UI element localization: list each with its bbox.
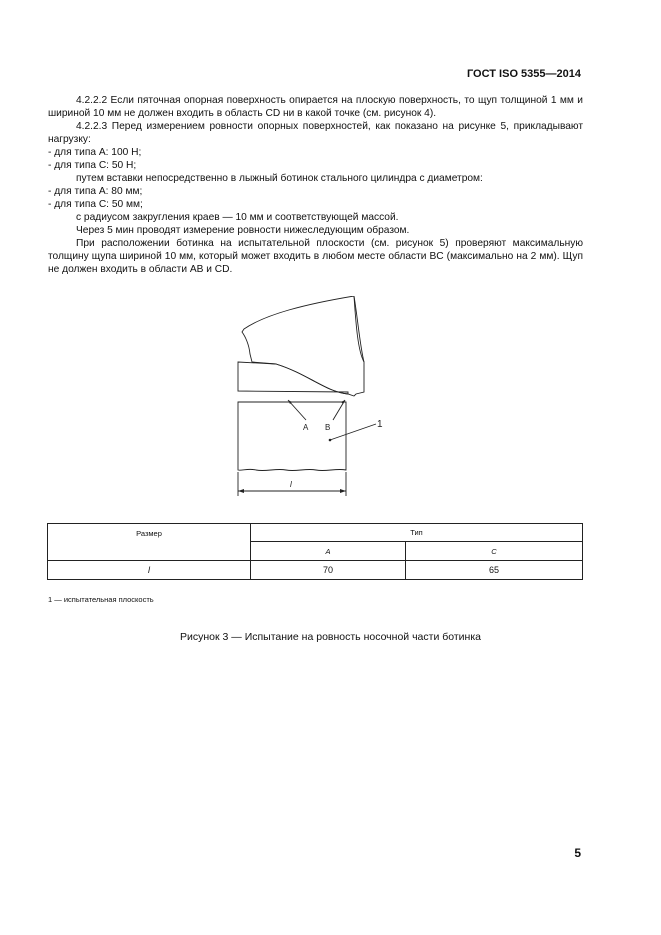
boot-upper-outline xyxy=(242,296,364,396)
list-item: - для типа C: 50 мм; xyxy=(48,199,143,210)
figure-note: 1 — испытательная плоскость xyxy=(48,595,154,604)
list-item: - для типа A: 100 Н; xyxy=(48,147,142,158)
leader-dot xyxy=(329,439,332,442)
paragraph: путем вставки непосредственно в лыжный ботинок стального цилиндра с диаметром: xyxy=(76,173,483,184)
boot-sole-outline xyxy=(238,362,348,394)
paragraph-4-2-2-2: 4.2.2.2 Если пяточная опорная поверхность опирается на плоскую поверхность, то щуп толщиной 1 мм и шириной 10 мм не должен входить в область CD ни в какой точке (см. рисунок 4). xyxy=(48,95,583,119)
table-header-type-a: A xyxy=(251,542,406,561)
boot-test-figure xyxy=(236,296,384,501)
table-cell-value-a: 70 xyxy=(251,561,406,580)
table-header-size: Размер xyxy=(48,524,251,561)
figure-caption: Рисунок 3 — Испытание на ровность носочной части ботинка xyxy=(180,631,481,643)
paragraph: с радиусом закругления краев — 10 мм и соответствующей массой. xyxy=(76,212,399,223)
dimension-arrow-right xyxy=(340,489,346,493)
paragraph: При расположении ботинка на испытательной плоскости (см. рисунок 5) проверяют максимальную толщину щупа шириной 10 мм, который может входить в любом месте области BC (максимально на 2 мм). Щуп не должен входить в области AB и CD. xyxy=(48,238,583,275)
label-1: 1 xyxy=(377,419,383,430)
list-item: - для типа A: 80 мм; xyxy=(48,186,143,197)
table-row xyxy=(48,524,583,542)
test-plane-outline xyxy=(238,402,346,471)
dimension-arrow-left xyxy=(238,489,244,493)
table-cell-value-c: 65 xyxy=(406,561,583,580)
table-row xyxy=(48,561,583,580)
label-b: B xyxy=(325,423,331,432)
figure-table xyxy=(47,523,583,580)
table-cell-label: l xyxy=(48,561,251,580)
document-header: ГОСТ ISO 5355—2014 xyxy=(466,68,581,80)
list-item: - для типа C: 50 Н; xyxy=(48,160,137,171)
page-number: 5 xyxy=(574,846,581,860)
table-header-type-c: C xyxy=(406,542,583,561)
table-header-type: Тип xyxy=(251,524,583,542)
leader-1 xyxy=(330,424,376,440)
label-a: A xyxy=(303,423,309,432)
body-text xyxy=(48,94,583,276)
paragraph: Через 5 мин проводят измерение ровности нижеследующим образом. xyxy=(76,225,410,236)
paragraph-4-2-2-3: 4.2.2.3 Перед измерением ровности опорных поверхностей, как показано на рисунке 5, прикладывают нагрузку: xyxy=(48,121,583,145)
label-l: l xyxy=(290,480,292,489)
